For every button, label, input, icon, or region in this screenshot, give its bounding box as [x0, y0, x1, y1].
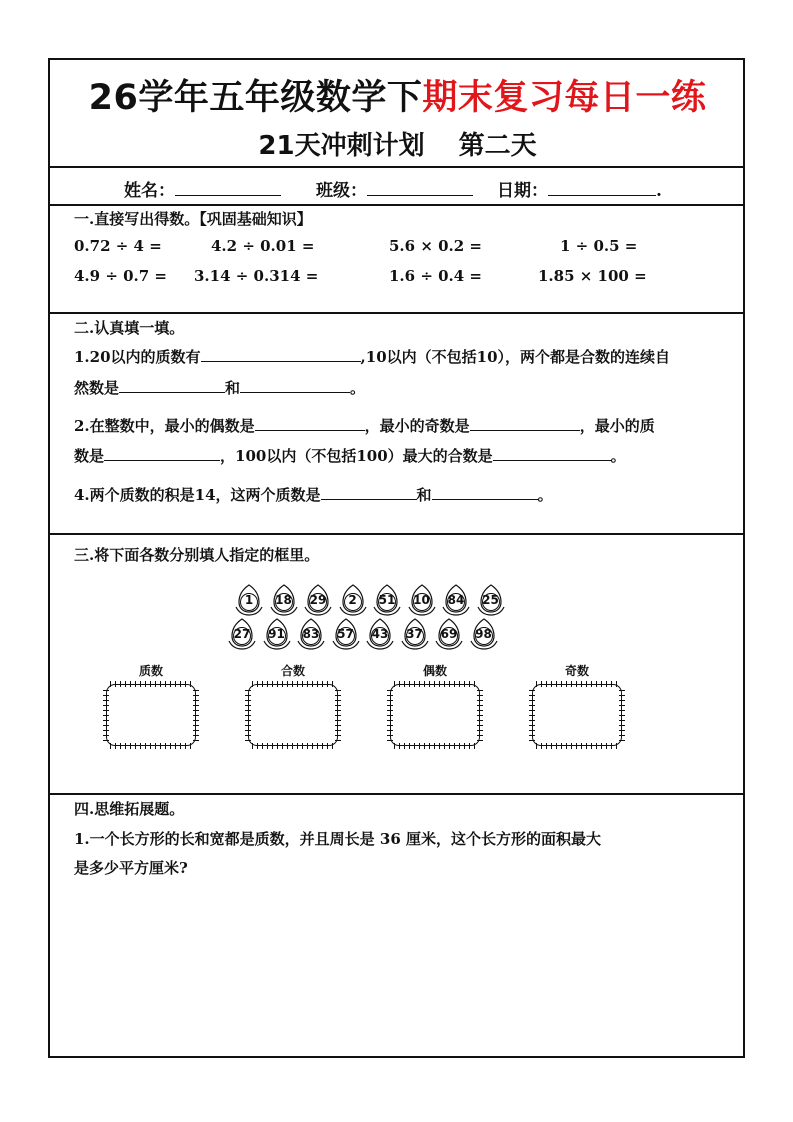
calc-item: 0.72 ÷ 4 = — [74, 237, 162, 255]
calc-item: 4.2 ÷ 0.01 = — [211, 237, 315, 255]
calc-item: 4.9 ÷ 0.7 = — [74, 267, 167, 285]
name-field — [124, 176, 281, 201]
number-badge[interactable] — [268, 583, 300, 617]
q1-text-a: 1.20以内的质数有 — [74, 348, 201, 366]
calc-item: 3.14 ÷ 0.314 = — [194, 267, 319, 285]
divider — [48, 312, 745, 314]
question-1-line2 — [74, 377, 365, 398]
answer-blank[interactable] — [240, 378, 350, 393]
number-badge[interactable] — [433, 617, 465, 651]
page-title — [50, 70, 745, 120]
number-badge[interactable] — [440, 583, 472, 617]
q1-text-c: 然数是 — [74, 379, 120, 397]
number-badge-value: 25 — [482, 593, 499, 607]
answer-blank[interactable] — [119, 378, 225, 393]
question-2-line1 — [74, 415, 655, 436]
q4-text-a: 4.两个质数的积是14，这两个质数是 — [74, 486, 321, 504]
box-label-even: 偶数 — [422, 664, 447, 678]
section1-title: 一.直接写出得数。【巩固基础知识】 — [74, 210, 312, 228]
number-badge[interactable] — [295, 617, 327, 651]
date-field — [497, 176, 662, 201]
number-badge[interactable] — [302, 583, 334, 617]
number-badge[interactable] — [475, 583, 507, 617]
number-badge[interactable] — [371, 583, 403, 617]
page-subtitle — [50, 125, 745, 162]
number-badge-value: 27 — [233, 627, 251, 641]
answer-blank[interactable] — [104, 446, 220, 461]
number-badge-value: 2 — [348, 593, 357, 607]
number-badge-value: 83 — [302, 627, 320, 641]
answer-blank[interactable] — [201, 347, 361, 362]
number-badge-value: 84 — [447, 593, 465, 607]
number-badge-value: 18 — [275, 593, 292, 607]
date-end: . — [656, 181, 662, 201]
answer-blank[interactable] — [432, 485, 538, 500]
q1-and: 和 — [225, 379, 241, 397]
number-badge[interactable] — [226, 617, 258, 651]
divider — [48, 204, 745, 206]
number-badge[interactable] — [330, 617, 362, 651]
q2-text-a: 2.在整数中，最小的偶数是 — [74, 417, 255, 435]
calc-item: 1 ÷ 0.5 = — [560, 237, 638, 255]
name-blank[interactable] — [175, 179, 281, 196]
name-label: 姓名： — [124, 181, 175, 201]
q2-text-b: ，最小的奇数是 — [364, 417, 470, 435]
q1-text-b: ,10以内（不包括10），两个都是合数的连续自 — [360, 348, 671, 366]
section4-title: 四.思维拓展题。 — [74, 800, 185, 818]
calc-item: 1.85 × 100 = — [538, 267, 647, 285]
box-label-prime: 质数 — [138, 664, 163, 678]
q4-and: 和 — [416, 486, 432, 504]
number-badge-value: 29 — [309, 593, 327, 607]
q1-end: 。 — [350, 379, 366, 397]
even-box[interactable] — [390, 684, 480, 746]
class-field — [316, 176, 473, 201]
composite-box[interactable] — [248, 684, 338, 746]
box-label-odd: 奇数 — [564, 664, 589, 678]
answer-blank[interactable] — [493, 446, 611, 461]
prime-box[interactable] — [106, 684, 196, 746]
class-label: 班级： — [316, 181, 367, 201]
number-badge-value: 91 — [268, 627, 285, 641]
calc-item: 5.6 × 0.2 = — [389, 237, 482, 255]
question-2-line2 — [74, 445, 626, 466]
divider — [48, 166, 745, 168]
number-badge-value: 37 — [406, 627, 423, 641]
title-red: 期末复习每日一练 — [422, 78, 707, 118]
question-4 — [74, 484, 553, 505]
title-black: 26学年五年级数学下 — [88, 78, 423, 118]
q2-text-e: ，100以内（不包括100）最大的合数是 — [220, 447, 493, 465]
odd-box[interactable] — [532, 684, 622, 746]
answer-blank[interactable] — [470, 416, 580, 431]
class-blank[interactable] — [367, 179, 473, 196]
number-badge[interactable] — [337, 583, 369, 617]
number-badge[interactable] — [468, 617, 500, 651]
divider — [48, 533, 745, 535]
number-badge[interactable] — [364, 617, 396, 651]
question-1-line1 — [74, 346, 670, 367]
number-badge-value: 1 — [244, 593, 254, 607]
number-badge-value: 43 — [371, 627, 389, 641]
q4-end: 。 — [537, 486, 553, 504]
number-badge[interactable] — [399, 617, 431, 651]
number-badge-value: 69 — [440, 627, 458, 641]
number-badge-value: 57 — [337, 627, 354, 641]
question-think-line1: 1.一个长方形的长和宽都是质数，并且周长是 36 厘米，这个长方形的面积最大 — [74, 830, 601, 848]
number-badge-value: 51 — [378, 593, 396, 607]
number-badge[interactable] — [233, 583, 265, 617]
subtitle-plan: 21天冲刺计划 — [258, 131, 425, 161]
number-badge[interactable] — [406, 583, 438, 617]
date-blank[interactable] — [548, 179, 656, 196]
answer-blank[interactable] — [321, 485, 417, 500]
question-think-line2: 是多少平方厘米? — [74, 859, 188, 877]
q2-end: 。 — [610, 447, 626, 465]
divider — [48, 793, 745, 795]
number-badge[interactable] — [261, 617, 293, 651]
section2-title: 二.认真填一填。 — [74, 319, 185, 337]
number-badge-value: 10 — [413, 593, 430, 607]
date-label: 日期： — [497, 181, 548, 201]
section3-title: 三.将下面各数分别填人指定的框里。 — [74, 546, 320, 564]
answer-blank[interactable] — [255, 416, 365, 431]
number-badge-value: 98 — [475, 627, 492, 641]
q2-text-d: 数是 — [74, 447, 105, 465]
calc-item: 1.6 ÷ 0.4 = — [389, 267, 482, 285]
q2-text-c: ，最小的质 — [579, 417, 655, 435]
subtitle-day: 第二天 — [458, 131, 537, 161]
box-label-composite: 合数 — [280, 664, 305, 678]
